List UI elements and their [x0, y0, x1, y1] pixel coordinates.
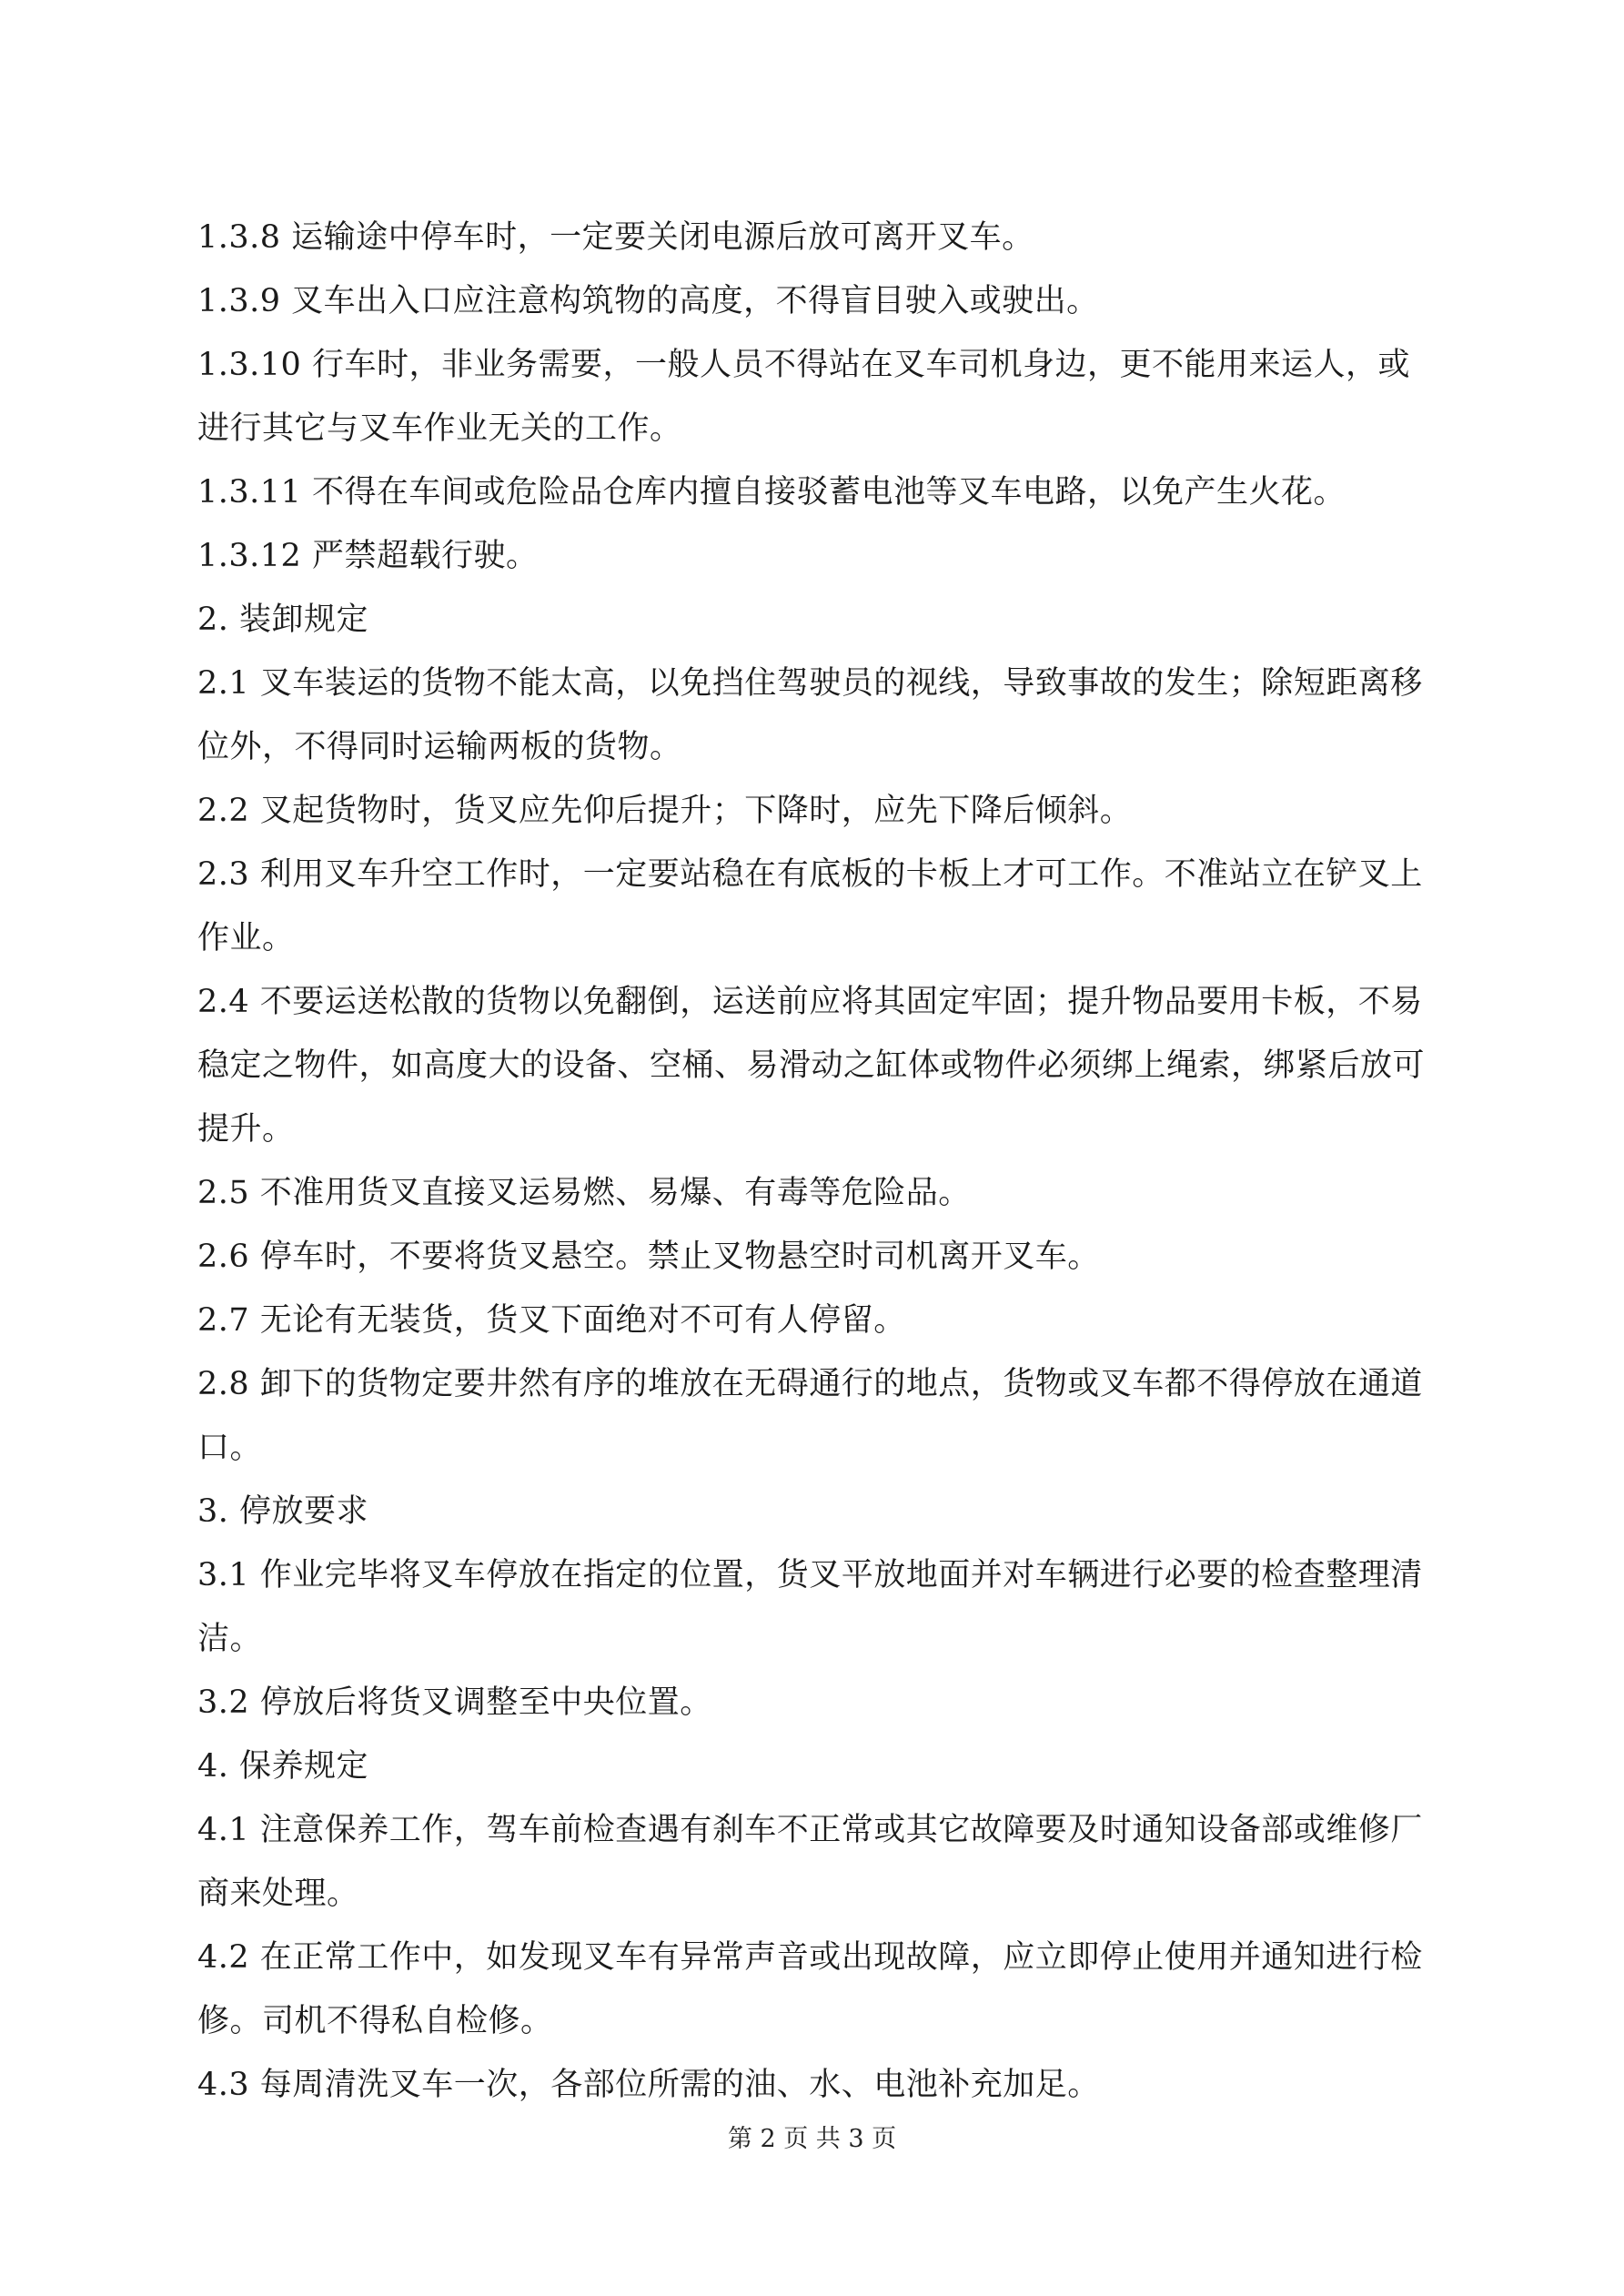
- section-heading-2: 2. 装卸规定: [197, 602, 369, 638]
- paragraph-1-3-10: 1.3.10 行车时，非业务需要，一般人员不得站在叉车司机身边，更不能用来运人，或进行其它与叉车作业无关的工作。: [197, 347, 1410, 447]
- paragraph-3-2: 3.2 停放后将货叉调整至中央位置。: [197, 1684, 712, 1721]
- paragraph-2-1: 2.1 叉车装运的货物不能太高，以免挡住驾驶员的视线，导致事故的发生；除短距离移位外，不得同时运输两板的货物。: [197, 665, 1423, 765]
- paragraph-1-3-8: 1.3.8 运输途中停车时，一定要关闭电源后放可离开叉车。: [197, 219, 1034, 256]
- paragraph-2-4: 2.4 不要运送松散的货物以免翻倒，运送前应将其固定牢固；提升物品要用卡板，不易稳定之物件，如高度大的设备、空桶、易滑动之缸体或物件必须绑上绳索，绑紧后放可提升。: [197, 984, 1426, 1148]
- paragraph-4-3: 4.3 每周清洗叉车一次，各部位所需的油、水、电池补充加足。: [197, 2067, 1100, 2103]
- document-body: [197, 206, 1442, 2117]
- paragraph-2-3: 2.3 利用叉车升空工作时，一定要站稳在有底板的卡板上才可工作。不准站立在铲叉上作业。: [197, 856, 1423, 956]
- paragraph-1-3-12: 1.3.12 严禁超载行驶。: [197, 538, 539, 574]
- section-heading-4: 4. 保养规定: [197, 1748, 369, 1785]
- page-number-footer: 第 2 页 共 3 页: [727, 2125, 897, 2153]
- paragraph-4-2: 4.2 在正常工作中，如发现叉车有异常声音或出现故障，应立即停止使用并通知进行检修。司机不得私自检修。: [197, 1939, 1423, 2039]
- paragraph-4-1: 4.1 注意保养工作，驾车前检查遇有刹车不正常或其它故障要及时通知设备部或维修厂商来处理。: [197, 1812, 1423, 1912]
- paragraph-3-1: 3.1 作业完毕将叉车停放在指定的位置，货叉平放地面并对车辆进行必要的检查整理清洁。: [197, 1557, 1423, 1657]
- paragraph-2-5: 2.5 不准用货叉直接叉运易燃、易爆、有毒等危险品。: [197, 1175, 971, 1211]
- paragraph-2-8: 2.8 卸下的货物定要井然有序的堆放在无碍通行的地点，货物或叉车都不得停放在通道口。: [197, 1366, 1423, 1466]
- paragraph-2-7: 2.7 无论有无装货，货叉下面绝对不可有人停留。: [197, 1302, 906, 1339]
- paragraph-2-2: 2.2 叉起货物时，货叉应先仰后提升；下降时，应先下降后倾斜。: [197, 793, 1133, 829]
- paragraph-1-3-9: 1.3.9 叉车出入口应注意构筑物的高度，不得盲目驶入或驶出。: [197, 283, 1099, 319]
- paragraph-1-3-11: 1.3.11 不得在车间或危险品仓库内擅自接驳蓄电池等叉车电路，以免产生火花。: [197, 474, 1346, 511]
- paragraph-2-6: 2.6 停车时，不要将货叉悬空。禁止叉物悬空时司机离开叉车。: [197, 1239, 1100, 1275]
- section-heading-3: 3. 停放要求: [197, 1493, 369, 1530]
